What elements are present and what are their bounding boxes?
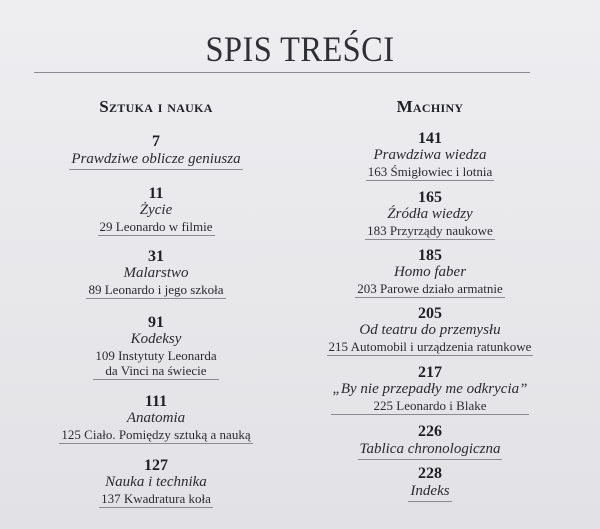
page-number: 165 [418,189,442,206]
page-title: SPIS TREŚCI [205,29,395,69]
subchapter: 109 Instytuty Leonarda [95,348,217,363]
entry-block [99,474,213,508]
chapter-title: Kodeksy [130,331,182,347]
toc-entry[interactable] [305,131,555,181]
entry-block [358,441,503,460]
toc-entry[interactable] [31,134,281,170]
entry-block [86,265,225,299]
toc-entry[interactable] [305,190,555,240]
chapter-title: Nauka i technika [105,474,207,490]
chapter-title: Prawdziwa wiedza [373,147,487,163]
toc-entry[interactable] [31,315,281,380]
chapter-title: Prawdziwe oblicze geniusza [71,151,241,167]
chapter-title: Indeks [410,483,450,499]
toc-entry[interactable] [305,424,555,460]
entry-block [69,150,242,170]
toc-entry[interactable] [31,249,281,299]
entry-block [93,331,218,380]
page-number: 7 [152,133,160,150]
page-number: 91 [148,314,164,331]
subchapter: 183 Przyrządy naukowe [367,223,493,238]
entry-block [98,202,215,236]
toc-entry[interactable] [305,466,555,502]
left-column-heading: Sztuka i nauka [99,97,213,116]
subchapter: 125 Ciało. Pomiędzy sztuką a nauką [61,427,251,442]
chapter-title: Homo faber [393,264,467,280]
toc-entry[interactable] [305,365,555,415]
page-number: 217 [418,364,442,381]
toc-entry[interactable] [31,186,281,236]
subchapter: 203 Parowe działo armatnie [357,281,503,296]
toc-entry[interactable] [31,458,281,508]
chapter-title: Źródła wiedzy [387,206,473,222]
entry-block [331,381,530,415]
entry-block [366,147,495,181]
title-divider [34,72,530,73]
page-number: 111 [144,393,168,410]
subchapter: 29 Leonardo w filmie [99,219,213,234]
page-number: 11 [148,185,164,202]
subchapter: 137 Kwadratura koła [101,491,211,506]
toc-entry[interactable] [31,394,281,444]
toc-entry[interactable] [305,248,555,298]
subchapter: 89 Leonardo i jego szkoła [88,282,224,297]
chapter-title: Anatomia [126,410,186,426]
subchapter: 215 Automobil i urządzenia ratunkowe [328,339,532,354]
right-column-heading: Machiny [396,97,464,116]
page-number: 127 [144,457,168,474]
page-number: 141 [418,130,442,147]
subchapter: 225 Leonardo i Blake [373,398,487,413]
page-number: 228 [418,465,442,482]
page-number: 31 [148,248,164,265]
toc-entry[interactable] [305,306,555,356]
entry-block [355,264,504,298]
entry-block [365,206,495,240]
subchapter: 163 Śmigłowiec i lotnia [367,164,493,179]
entry-block [408,483,451,502]
subchapter: da Vinci na świecie [105,363,207,378]
page-number: 226 [418,423,442,440]
chapter-title: Malarstwo [123,265,189,281]
page-number: 185 [418,247,442,264]
entry-block [327,322,534,356]
chapter-title: „By nie przepadły me odkrycia” [332,381,528,397]
chapter-title: Tablica chronologiczna [359,441,501,457]
chapter-title: Życie [139,202,173,218]
entry-block [59,410,252,444]
page-number: 205 [418,305,442,322]
chapter-title: Od teatru do przemysłu [359,322,501,338]
